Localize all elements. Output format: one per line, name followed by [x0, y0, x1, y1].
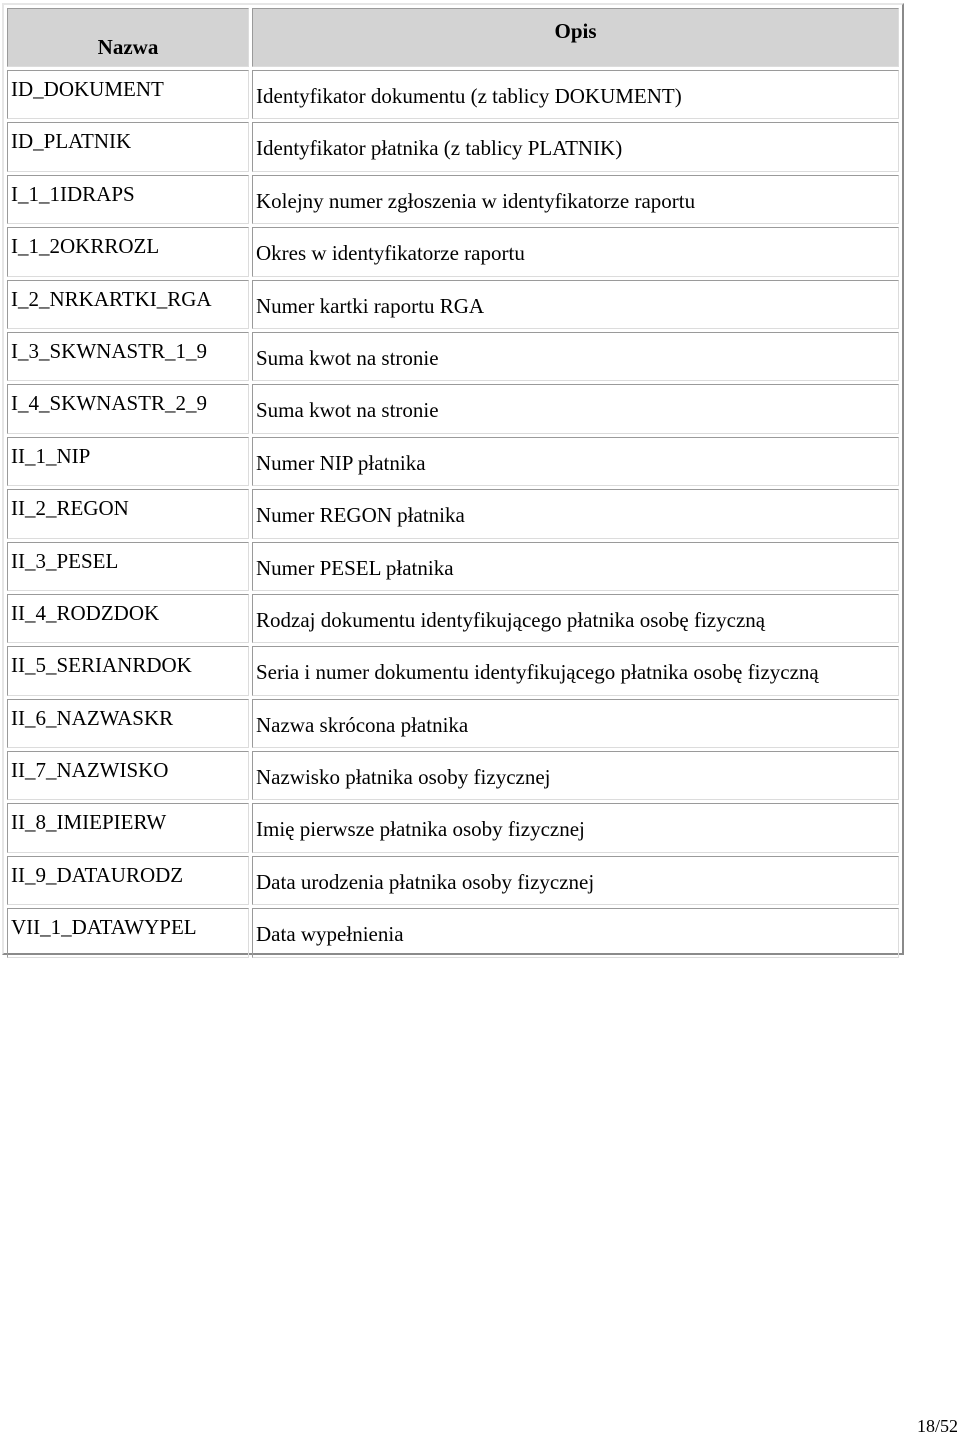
field-description-cell: Rodzaj dokumentu identyfikującego płatnika osobę fizyczną — [252, 594, 899, 643]
table-row — [7, 856, 899, 905]
field-name-cell: I_4_SKWNASTR_2_9 — [7, 384, 249, 433]
field-description-cell: Nazwa skrócona płatnika — [252, 699, 899, 748]
field-name-cell: II_5_SERIANRDOK — [7, 646, 249, 695]
page-number: 18/52 — [916, 1416, 958, 1436]
field-description-cell: Identyfikator płatnika (z tablicy PLATNIK) — [252, 122, 899, 171]
table-row — [7, 122, 899, 171]
field-name-cell: I_2_NRKARTKI_RGA — [7, 280, 249, 329]
table-row — [7, 227, 899, 276]
field-name-cell: II_3_PESEL — [7, 542, 249, 591]
table-row — [7, 175, 899, 224]
table-row — [7, 751, 899, 800]
field-description-cell: Numer REGON płatnika — [252, 489, 899, 538]
field-description-cell: Imię pierwsze płatnika osoby fizycznej — [252, 803, 899, 852]
table-row — [7, 646, 899, 695]
table-body — [7, 70, 899, 958]
table-row — [7, 542, 899, 591]
field-description-cell: Numer PESEL płatnika — [252, 542, 899, 591]
field-name-cell: II_1_NIP — [7, 437, 249, 486]
field-name-cell: II_2_REGON — [7, 489, 249, 538]
field-table-frame — [2, 3, 904, 955]
column-header-description: Opis — [252, 8, 899, 67]
field-description-cell: Numer NIP płatnika — [252, 437, 899, 486]
table-row — [7, 280, 899, 329]
field-description-cell: Okres w identyfikatorze raportu — [252, 227, 899, 276]
table-row — [7, 70, 899, 119]
field-name-cell: I_1_1IDRAPS — [7, 175, 249, 224]
field-description-cell: Suma kwot na stronie — [252, 332, 899, 381]
table-row — [7, 437, 899, 486]
field-name-cell: II_7_NAZWISKO — [7, 751, 249, 800]
field-description-cell: Data urodzenia płatnika osoby fizycznej — [252, 856, 899, 905]
table-row — [7, 384, 899, 433]
table-row — [7, 332, 899, 381]
field-description-cell: Identyfikator dokumentu (z tablicy DOKUMENT) — [252, 70, 899, 119]
field-name-cell: ID_DOKUMENT — [7, 70, 249, 119]
table-row — [7, 489, 899, 538]
field-description-cell: Seria i numer dokumentu identyfikującego płatnika osobę fizyczną — [252, 646, 899, 695]
field-description-cell: Data wypełnienia — [252, 908, 899, 957]
field-name-cell: I_3_SKWNASTR_1_9 — [7, 332, 249, 381]
table-header-row — [7, 8, 899, 67]
field-name-cell: II_9_DATAURODZ — [7, 856, 249, 905]
field-name-cell: II_6_NAZWASKR — [7, 699, 249, 748]
field-description-cell: Nazwisko płatnika osoby fizycznej — [252, 751, 899, 800]
field-table — [4, 5, 902, 961]
field-description-cell: Kolejny numer zgłoszenia w identyfikatorze raportu — [252, 175, 899, 224]
field-name-cell: I_1_2OKRROZL — [7, 227, 249, 276]
field-description-cell: Numer kartki raportu RGA — [252, 280, 899, 329]
column-header-name: Nazwa — [7, 8, 249, 67]
table-row — [7, 699, 899, 748]
table-row — [7, 908, 899, 957]
table-row — [7, 594, 899, 643]
field-name-cell: II_8_IMIEPIERW — [7, 803, 249, 852]
field-description-cell: Suma kwot na stronie — [252, 384, 899, 433]
field-name-cell: II_4_RODZDOK — [7, 594, 249, 643]
table-row — [7, 803, 899, 852]
field-name-cell: VII_1_DATAWYPEL — [7, 908, 249, 957]
field-name-cell: ID_PLATNIK — [7, 122, 249, 171]
